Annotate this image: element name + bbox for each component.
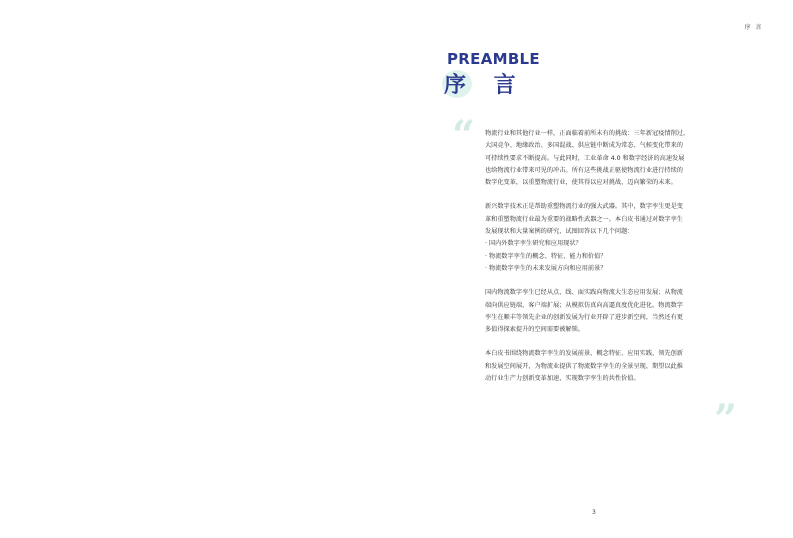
paragraph-line: 物流行业和其他行业一样，正面临着前所未有的挑战：三年新冠疫情削过， xyxy=(485,130,690,137)
paragraph-line: 动行业生产力创新变革加速，实现数字孪生的共性价值。 xyxy=(485,375,640,383)
preamble-body xyxy=(485,128,709,397)
paragraph-line: 孪生在顺丰等领先企业的创新发展为行业开辟了进步新空间，当然还有更 xyxy=(485,313,683,321)
paragraph-4 xyxy=(485,348,709,385)
paragraph-1 xyxy=(485,128,709,189)
paragraph-line: 新兴数字技术正是帮助重塑物流行业的强大武器。其中，数字孪生更是变 xyxy=(485,203,683,211)
paragraph-line: 也给物流行业带来可见的冲击。所有这些挑战正驱使物流行业进行持续的 xyxy=(485,166,683,174)
paragraph-2 xyxy=(485,201,709,275)
paragraph-line: 可持续性要求不断提高。与此同时，工业革命 4.0 和数字经济的高速发展 xyxy=(485,154,685,162)
question-bullet: · 物流数字孪生的未来发展方向和应用前景？ xyxy=(485,264,607,272)
paragraph-line: 本白皮书围绕物流数字孪生的发展前景、概念特征、应用实践、领先创新 xyxy=(485,350,683,358)
preamble-page xyxy=(396,0,793,538)
paragraph-line: 数字化变革，以重塑物流行业，使其得以应对挑战，迈向繁荣的未来。 xyxy=(485,179,677,187)
blank-left-page xyxy=(0,0,396,538)
question-bullet: · 国内外数字孪生研究和应用现状？ xyxy=(485,240,582,248)
paragraph-line: 国内物流数字孪生已经从点、线、面实践向物流大生态应用发展；从物流 xyxy=(485,289,683,297)
heading-english: PREAMBLE xyxy=(447,50,540,68)
paragraph-line: 端向供应链端、客户端扩展；从模拟仿真向高逼真度优化进化。物流数字 xyxy=(485,301,683,309)
paragraph-line: 发展现状和大量案例的研究，试图回答以下几个问题： xyxy=(485,228,634,236)
heading-chinese-block xyxy=(442,68,532,100)
close-quote-icon: ” xyxy=(714,396,738,443)
paragraph-line: 革和重塑物流行业最为重要的战略性武器之一。本白皮书通过对数字孪生 xyxy=(485,215,683,223)
heading-chinese: 序 言 xyxy=(444,73,526,98)
paragraph-line: 大国竞争、地缘政治、多国混战、供应链中断成为常态、气候变化带来的 xyxy=(485,142,683,150)
question-bullet: · 物流数字孪生的概念、特征、能力和价值？ xyxy=(485,252,607,260)
page-number: 3 xyxy=(592,509,596,516)
paragraph-line: 多值得探索提升的空间需要被解锁。 xyxy=(485,326,584,334)
open-quote-icon: “ xyxy=(452,112,476,159)
paragraph-line: 和发展空间展开，为物流业提供了物流数字孪生的全景呈现，期望以此推 xyxy=(485,362,683,370)
paragraph-3 xyxy=(485,287,709,336)
running-header: 序 言 xyxy=(744,24,763,31)
